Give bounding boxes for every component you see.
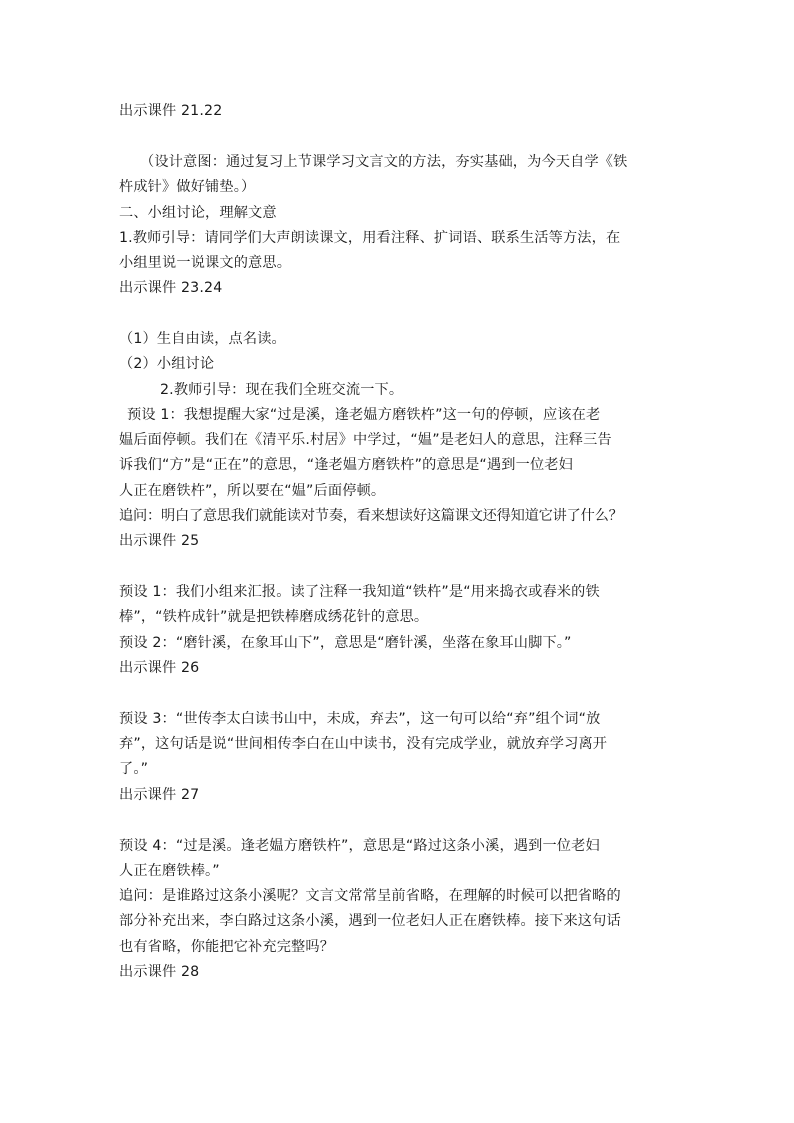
- paragraph-line: 2.教师引导：现在我们全班交流一下。: [160, 382, 404, 398]
- paragraph-line: 预设 1：我想提醒大家“过是溪，逢老媪方磨铁杵”这一句的停顿，应该在老: [127, 407, 601, 423]
- slide-note: 出示课件 26: [119, 660, 200, 676]
- list-item: （1）生自由读，点名读。: [119, 331, 286, 347]
- paragraph-line: 1.教师引导：请同学们大声朗读课文，用看注释、扩词语、联系生活等方法，在: [119, 230, 621, 246]
- paragraph-line: 预设 3：“世传李太白读书山中，未成，弃去”，这一句可以给“弃”组个词“放: [119, 711, 601, 727]
- paragraph-line: 预设 1：我们小组来汇报。读了注释一我知道“铁杵”是“用来捣衣或舂米的铁: [119, 584, 600, 600]
- paragraph-line: 人正在磨铁杵”，所以要在“媪”后面停顿。: [119, 483, 386, 499]
- paragraph-line: 人正在磨铁棒。”: [119, 863, 220, 879]
- paragraph-line: 了。”: [119, 761, 149, 777]
- paragraph-line: 诉我们“方”是“正在”的意思，“逢老媪方磨铁杵”的意思是“遇到一位老妇: [119, 457, 573, 473]
- follow-up-question: 追问：明白了意思我们就能读对节奏，看来想读好这篇课文还得知道它讲了什么？: [119, 508, 623, 524]
- follow-up-question: 追问：是谁路过这条小溪呢？文言文常常呈前省略，在理解的时候可以把省略的: [119, 888, 621, 904]
- slide-note: 出示课件 25: [119, 533, 200, 549]
- design-intent-line: 杵成针》做好铺垫。）: [119, 179, 256, 195]
- slide-note: 出示课件 28: [119, 964, 200, 980]
- paragraph-line: 棒”，“铁杵成针”就是把铁棒磨成绣花针的意思。: [119, 609, 429, 625]
- paragraph-line: 部分补充出来，李白路过这条小溪，遇到一位老妇人正在磨铁棒。接下来这句话: [119, 913, 621, 929]
- design-intent-line: （设计意图：通过复习上节课学习文言文的方法，夯实基础，为今天自学《铁: [140, 154, 628, 170]
- paragraph-line: 预设 2：“磨针溪，在象耳山下”，意思是“磨针溪，坐落在象耳山脚下。”: [119, 635, 572, 651]
- paragraph-line: 小组里说一说课文的意思。: [119, 255, 292, 271]
- paragraph-line: 也有省略，你能把它补充完整吗？: [119, 939, 335, 955]
- slide-note: 出示课件 27: [119, 787, 200, 803]
- slide-note: 出示课件 21.22: [119, 103, 223, 119]
- section-heading: 二、小组讨论，理解文意: [119, 205, 277, 221]
- paragraph-line: 预设 4：“过是溪。逢老媪方磨铁杵”，意思是“路过这条小溪，遇到一位老妇: [119, 838, 600, 854]
- paragraph-line: 弃”，这句话是说“世间相传李白在山中读书，没有完成学业，就放弃学习离开: [119, 736, 608, 752]
- paragraph-line: 媪后面停顿。我们在《清平乐.村居》中学过，“媪”是老妇人的意思，注释三告: [119, 432, 612, 448]
- slide-note: 出示课件 23.24: [119, 280, 223, 296]
- list-item: （2）小组讨论: [119, 356, 215, 372]
